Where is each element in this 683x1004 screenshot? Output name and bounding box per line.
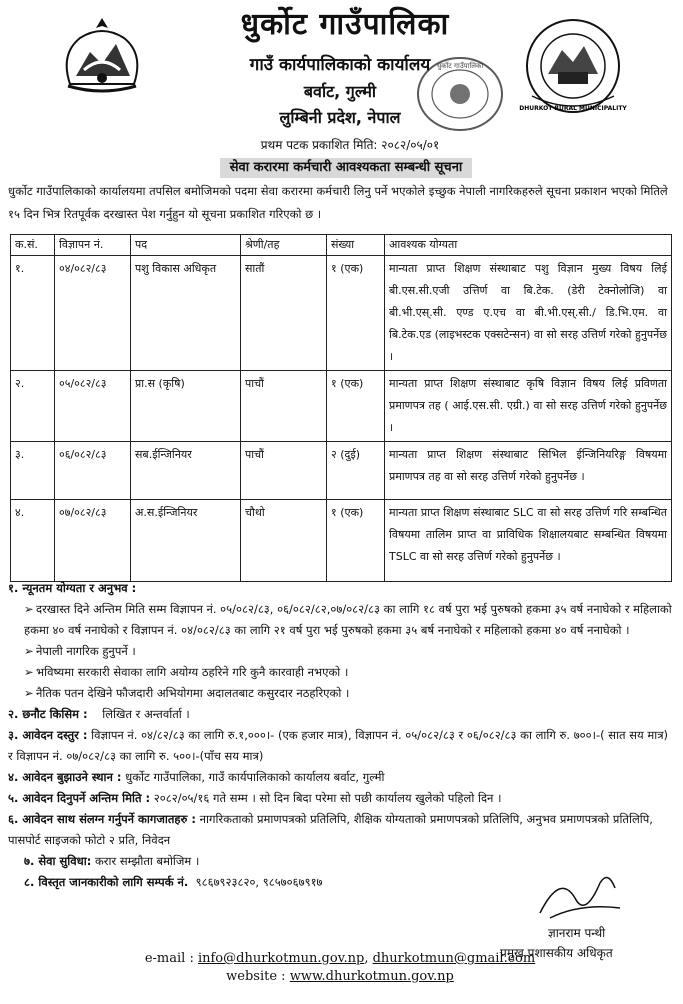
signatory-title: प्रमुख प्रशासकीय अधिकृत: [500, 946, 613, 960]
deadline: ५. आवेदन दिनुपर्ने अन्तिम मिति : २०८२/०५/१६ गते सम्म । सो दिन बिदा परेमा सो पछी कार्यालय खुलेको पहिलो दिन ।: [8, 791, 502, 805]
arrow-bullet-icon: ➢: [24, 665, 34, 679]
selection-method: २. छनौट किसिम : लिखित र अन्तर्वार्ता ।: [8, 707, 190, 721]
municipality-title: धुर्कोट गाउँपालिका: [240, 7, 450, 42]
row-qualification: मान्यता प्राप्त शिक्षण संस्थाबाट पशु विज्ञान मुख्य विषय लिई बी.एस.सी.एजी उत्तिर्ण वा बि.टेक. (डेरी टेक्नोलोजि) वा बी.भी.एस्.सी. एण्ड ए.एच वा बी.भी.एस्.सी./ डि.भि.एम. वा बि.टेक.एड (लाइभस्टक एक्सटेन्सन) वा सो सरह उत्तिर्ण गरेको हुनुपर्नेछ ।: [385, 256, 672, 371]
application-fee: ३. आवेदन दस्तुर : विज्ञापन नं. ०४/८२/८३ का लागि रु.१,०००।- (एक हजार मात्र), विज्ञापन नं. ०५/०८२/८३ र ०६/०८२/८३ का लागि रु. ७००।-( सात सय मात्र) र विज्ञापन नं. ०७/०८२/८३ का लागि रु. ५००।-(पाँच सय मात्र): [8, 728, 669, 763]
row-level: चौथो: [241, 500, 327, 582]
arrow-bullet-icon: ➢: [24, 602, 34, 616]
email-line: e-mail : info@dhurkotmun.gov.np, dhurkotmun@gmail.com: [144, 951, 536, 966]
submission-place: ४. आवेदन बुझाउने स्थान : धुर्कोट गाउँपालिका, गाउँ कार्यपालिकाको कार्यालय बर्वाट, गुल्मी: [8, 770, 385, 784]
arrow-bullet-icon: ➢: [24, 644, 34, 658]
intro-paragraph: धुर्कोट गाउँपालिकाको कार्यालयमा तपसिल बमोजिमको पदमा सेवा करारमा कर्मचारी लिनु पर्ने भएकोले इच्छुक नेपाली नागरिकहरुले सूचना प्रकाशन भएको मितिले १५ दिन भित्र रितपूर्वक दरखास्त पेश गर्नुहुन यो सूचना प्रकाशित गरिएको छ ।: [8, 184, 668, 221]
col-header: क.सं.: [11, 235, 55, 256]
province-name: लुम्बिनी प्रदेश, नेपाल: [279, 108, 401, 127]
website-link[interactable]: www.dhurkotmun.gov.np: [289, 969, 454, 984]
col-header: संख्या: [327, 235, 385, 256]
row-qualification: मान्यता प्राप्त शिक्षण संस्थाबाट SLC वा सो सरह उत्तिर्ण गरि सम्बन्धित विषयमा तालिम प्राप्त वा प्राविधिक शिक्षालयबाट सम्बन्धित विषयमा TSLC वा सो सरह उत्तिर्ण गरेको हुनुपर्नेछ ।: [385, 500, 672, 582]
row-level: सातौं: [241, 256, 327, 371]
row-qualification: मान्यता प्राप्त शिक्षण संस्थाबाट कृषि विज्ञान विषय लिई प्रविणता प्रमाणपत्र तह ( आई.एस.सी. एग्री.) वा सो सरह उत्तिर्ण गरेको हुनुपर्नेछ ।: [385, 371, 672, 442]
list-item: ➢ भविष्यमा सरकारी सेवाका लागि अयोग्य ठहरिने गरि कुनै कारवाही नभएको ।: [8, 662, 673, 683]
row-level: पाचौं: [241, 371, 327, 442]
website-line: website : www.dhurkotmun.gov.np: [226, 969, 454, 984]
row-post: पशु विकास अधिकृत: [131, 256, 241, 371]
nepal-emblem-logo: [50, 14, 154, 94]
list-item: ➢ नेपाली नागरिक हुनुपर्ने ।: [8, 641, 673, 662]
required-documents: ६. आवेदन साथ संलग्न गर्नुपर्ने कागजातहरु : नागरिकताको प्रमाणपत्रको प्रतिलिपि, शैक्षिक योग्यताको प्रमाणपत्रको प्रतिलिपि, अनुभव प्रमाणपत्रको प्रतिलिपि, पासपोर्ट साइजको फोटो २ प्रति, निवेदन: [8, 812, 653, 847]
row-sn: २.: [11, 371, 55, 442]
row-count: १ (एक): [327, 256, 385, 371]
footer-contact: [100, 950, 580, 986]
publication-date: प्रथम पटक प्रकाशित मिति: २०८२/०५/०१: [260, 138, 440, 152]
row-sn: १.: [11, 256, 55, 371]
row-ad-no: ०७/०८२/८३: [55, 500, 131, 582]
row-count: १ (एक): [327, 371, 385, 442]
municipality-logo: [512, 16, 634, 116]
row-sn: ४.: [11, 500, 55, 582]
row-post: सब.ईन्जिनियर: [131, 442, 241, 500]
arrow-bullet-icon: ➢: [24, 686, 34, 700]
service-facility: ७. सेवा सुविधा: करार सम्झौता बमोजिम ।: [24, 854, 200, 868]
table-row: [11, 500, 672, 582]
row-sn: ३.: [11, 442, 55, 500]
row-count: २ (दुई): [327, 442, 385, 500]
col-header: आवश्यक योग्यता: [385, 235, 672, 256]
row-ad-no: ०५/०८२/८३: [55, 371, 131, 442]
row-post: प्रा.स (कृषि): [131, 371, 241, 442]
signatory-name: ज्ञानराम पन्थी: [548, 926, 606, 940]
svg-text:DHURKOT RURAL MUNICIPALITY: DHURKOT RURAL MUNICIPALITY: [519, 105, 627, 112]
office-name: गाउँ कार्यपालिकाको कार्यालय: [249, 55, 431, 75]
email-link-gmail[interactable]: dhurkotmun@gmail.com: [372, 951, 536, 966]
table-header-row: [11, 235, 672, 256]
notice-subject: सेवा करारमा कर्मचारी आवश्यकता सम्बन्धी सूचना: [220, 158, 472, 178]
office-address: बर्वाट, गुल्मी: [303, 82, 377, 101]
table-row: [11, 442, 672, 500]
col-header: श्रेणी/तह: [241, 235, 327, 256]
row-level: पाचौं: [241, 442, 327, 500]
vacancy-table: [10, 234, 672, 582]
row-ad-no: ०४/०८२/८३: [55, 256, 131, 371]
contact-numbers: ८. विस्तृत जानकारीको लागि सम्पर्क नं. ९८६७९२३८२०, ९८५७०६७९१७: [24, 875, 323, 889]
conditions-section: [8, 578, 673, 893]
svg-text:धुर्कोट गाउँपालिका: धुर्कोट गाउँपालिका: [436, 62, 484, 70]
table-row: [11, 256, 672, 371]
row-post: अ.स.ईन्जिनियर: [131, 500, 241, 582]
table-row: [11, 371, 672, 442]
list-item: ➢ नैतिक पतन देखिने फौजदारी अभियोगमा अदालतबाट कसुरदार नठहरिएको ।: [8, 683, 673, 704]
row-ad-no: ०६/०८२/८३: [55, 442, 131, 500]
list-item: ➢ दरखास्त दिने अन्तिम मिति सम्म विज्ञापन नं. ०५/०८२/८३, ०६/०८२/८२,०७/०८२/८३ का लागि १८ वर्ष पुरा भई पुरुषको हकमा ३५ वर्ष ननाघेको र महिलाको हकमा ४० वर्ष ननाघेको र विज्ञापन नं. ०४/०८२/८३ का लागि २१ वर्ष पुरा भई पुरुषको हकमा ३५ बर्ष ननाघेको र महिलाको हकमा ४० वर्ष ननाघेको ।: [8, 599, 673, 641]
col-header: विज्ञापन नं.: [55, 235, 131, 256]
email-link-info[interactable]: info@dhurkotmun.gov.np: [197, 951, 365, 966]
section-title-qualification: १. न्यूनतम योग्यता र अनुभव :: [8, 581, 137, 595]
signature-scribble: [530, 868, 630, 928]
row-count: १ (एक): [327, 500, 385, 582]
row-qualification: मान्यता प्राप्त शिक्षण संस्थाबाट सिभिल ईन्जिनियरिङ्ग विषयमा प्रमाणपत्र तह वा सो सरह उत्तिर्ण गरेको हुनुपर्नेछ ।: [385, 442, 672, 500]
col-header: पद: [131, 235, 241, 256]
